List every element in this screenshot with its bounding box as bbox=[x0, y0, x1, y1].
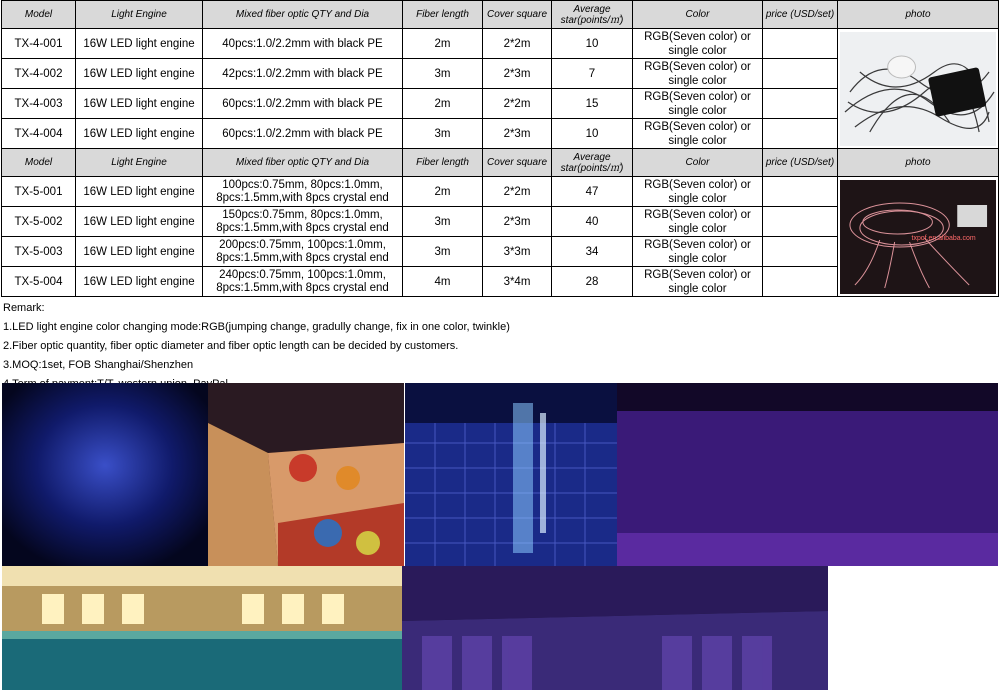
cell-fiber: 200pcs:0.75mm, 100pcs:1.0mm, 8pcs:1.5mm,with 8pcs crystal end bbox=[203, 237, 403, 267]
cell-cover: 2*2m bbox=[483, 177, 552, 207]
header-cell: price (USD/set) bbox=[763, 1, 838, 29]
cell-cover: 2*2m bbox=[483, 29, 552, 59]
header-cell: Average star(points/㎡) bbox=[552, 1, 633, 29]
cell-color: RGB(Seven color) or single color bbox=[633, 119, 763, 149]
cell-engine: 16W LED light engine bbox=[76, 29, 203, 59]
header-cell: Light Engine bbox=[76, 149, 203, 177]
cell-cover: 3*3m bbox=[483, 237, 552, 267]
cell-fiber: 240pcs:0.75mm, 100pcs:1.0mm, 8pcs:1.5mm,with 8pcs crystal end bbox=[203, 267, 403, 297]
cell-model: TX-4-004 bbox=[2, 119, 76, 149]
header-row-2 bbox=[2, 149, 999, 177]
remarks bbox=[3, 299, 510, 394]
cell-price bbox=[763, 177, 838, 207]
cell-engine: 16W LED light engine bbox=[76, 119, 203, 149]
cell-stars: 28 bbox=[552, 267, 633, 297]
header-cell: Mixed fiber optic QTY and Dia bbox=[203, 149, 403, 177]
cell-cover: 2*3m bbox=[483, 207, 552, 237]
bathroom-photo bbox=[405, 383, 617, 566]
cell-model: TX-4-003 bbox=[2, 89, 76, 119]
remark-item-3: 3.MOQ:1set, FOB Shanghai/Shenzhen bbox=[3, 359, 194, 371]
cell-length: 4m bbox=[403, 267, 483, 297]
cell-engine: 16W LED light engine bbox=[76, 177, 203, 207]
cell-stars: 47 bbox=[552, 177, 633, 207]
cell-fiber: 100pcs:0.75mm, 80pcs:1.0mm, 8pcs:1.5mm,with 8pcs crystal end bbox=[203, 177, 403, 207]
cell-model: TX-4-001 bbox=[2, 29, 76, 59]
cell-model: TX-5-001 bbox=[2, 177, 76, 207]
purple-room-photo bbox=[617, 383, 998, 566]
cell-stars: 34 bbox=[552, 237, 633, 267]
table-row bbox=[2, 29, 999, 59]
cell-fiber: 150pcs:0.75mm, 80pcs:1.0mm, 8pcs:1.5mm,with 8pcs crystal end bbox=[203, 207, 403, 237]
cell-color: RGB(Seven color) or single color bbox=[633, 237, 763, 267]
header-row-1 bbox=[2, 1, 999, 29]
cell-price bbox=[763, 119, 838, 149]
header-cell: Fiber length bbox=[403, 1, 483, 29]
cell-engine: 16W LED light engine bbox=[76, 59, 203, 89]
cell-length: 3m bbox=[403, 119, 483, 149]
cell-length: 3m bbox=[403, 207, 483, 237]
cell-length: 3m bbox=[403, 59, 483, 89]
header-cell: Model bbox=[2, 1, 76, 29]
cell-model: TX-5-002 bbox=[2, 207, 76, 237]
cell-stars: 7 bbox=[552, 59, 633, 89]
cell-engine: 16W LED light engine bbox=[76, 207, 203, 237]
header-cell: Model bbox=[2, 149, 76, 177]
cell-cover: 3*4m bbox=[483, 267, 552, 297]
cell-engine: 16W LED light engine bbox=[76, 89, 203, 119]
table-row bbox=[2, 177, 999, 207]
cell-price bbox=[763, 59, 838, 89]
cell-length: 3m bbox=[403, 237, 483, 267]
header-cell: Fiber length bbox=[403, 149, 483, 177]
cell-color: RGB(Seven color) or single color bbox=[633, 89, 763, 119]
product-photo-2 bbox=[838, 177, 999, 297]
cell-price bbox=[763, 89, 838, 119]
cell-engine: 16W LED light engine bbox=[76, 237, 203, 267]
photo-watermark: txpof.en.alibaba.com bbox=[911, 234, 976, 242]
cell-price bbox=[763, 29, 838, 59]
cell-stars: 10 bbox=[552, 119, 633, 149]
cell-price bbox=[763, 237, 838, 267]
header-cell: Color bbox=[633, 149, 763, 177]
cell-length: 2m bbox=[403, 177, 483, 207]
cell-fiber: 42pcs:1.0/2.2mm with black PE bbox=[203, 59, 403, 89]
cell-fiber: 60pcs:1.0/2.2mm with black PE bbox=[203, 119, 403, 149]
header-cell: Light Engine bbox=[76, 1, 203, 29]
cell-color: RGB(Seven color) or single color bbox=[633, 207, 763, 237]
cell-cover: 2*3m bbox=[483, 59, 552, 89]
pool-photo bbox=[2, 566, 402, 690]
cell-price bbox=[763, 267, 838, 297]
remark-item-1: 1.LED light engine color changing mode:RGB(jumping change, gradully change, fix in one color, twinkle) bbox=[3, 321, 510, 333]
header-cell: Mixed fiber optic QTY and Dia bbox=[203, 1, 403, 29]
cell-cover: 2*2m bbox=[483, 89, 552, 119]
cell-length: 2m bbox=[403, 29, 483, 59]
header-cell: Cover square bbox=[483, 1, 552, 29]
cell-stars: 15 bbox=[552, 89, 633, 119]
kids-room-photo bbox=[208, 383, 404, 566]
header-cell: photo bbox=[838, 149, 999, 177]
cell-cover: 2*3m bbox=[483, 119, 552, 149]
header-cell: price (USD/set) bbox=[763, 149, 838, 177]
cell-stars: 10 bbox=[552, 29, 633, 59]
header-cell: Color bbox=[633, 1, 763, 29]
spec-table bbox=[1, 0, 999, 297]
bar-ceiling-photo bbox=[402, 566, 828, 690]
cell-length: 2m bbox=[403, 89, 483, 119]
cell-fiber: 40pcs:1.0/2.2mm with black PE bbox=[203, 29, 403, 59]
cell-color: RGB(Seven color) or single color bbox=[633, 59, 763, 89]
cell-color: RGB(Seven color) or single color bbox=[633, 267, 763, 297]
starry-sky-photo bbox=[2, 383, 208, 566]
product-photo-1 bbox=[838, 29, 999, 149]
remark-item-2: 2.Fiber optic quantity, fiber optic diameter and fiber optic length can be decided by customers. bbox=[3, 340, 459, 352]
remark-title: Remark: bbox=[3, 302, 45, 314]
cell-color: RGB(Seven color) or single color bbox=[633, 177, 763, 207]
cell-stars: 40 bbox=[552, 207, 633, 237]
cell-engine: 16W LED light engine bbox=[76, 267, 203, 297]
header-cell: photo bbox=[838, 1, 999, 29]
cell-price bbox=[763, 207, 838, 237]
header-cell: Average star(points/㎡) bbox=[552, 149, 633, 177]
cell-color: RGB(Seven color) or single color bbox=[633, 29, 763, 59]
cell-model: TX-5-004 bbox=[2, 267, 76, 297]
cell-model: TX-4-002 bbox=[2, 59, 76, 89]
cell-fiber: 60pcs:1.0/2.2mm with black PE bbox=[203, 89, 403, 119]
cell-model: TX-5-003 bbox=[2, 237, 76, 267]
header-cell: Cover square bbox=[483, 149, 552, 177]
